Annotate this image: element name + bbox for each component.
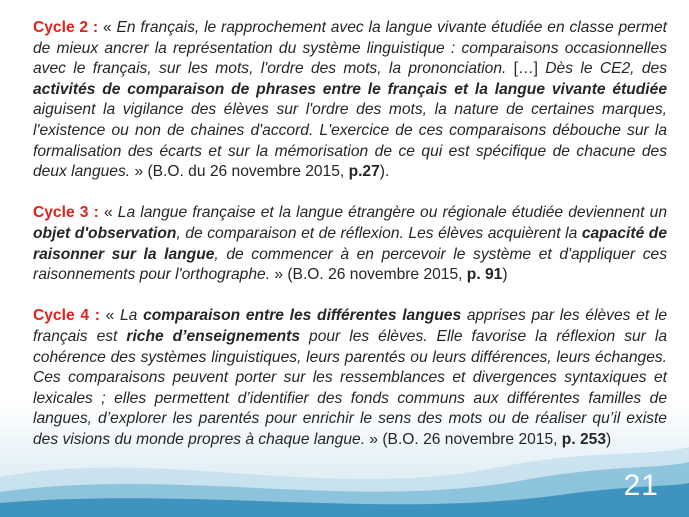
cycle-2-paragraph — [33, 18, 667, 183]
cycle-3-label: Cycle 3 : — [33, 204, 99, 222]
quote-text: pour les élèves. Elle favorise la réflexion sur la cohérence des systèmes linguistiques, leurs parentés ou leurs différences, leurs échanges. Ces comparaisons peuvent porter sur les ressemblances et divergences syntaxiques et lexicales ; elles permettent d’identifier des fonds communs aux différentes familles de langues, d’explorer les parentés pour enrichir le sens des mots ou de réaliser qu’il existe des visions du monde propres à chaque langue. — [33, 327, 667, 448]
ellipsis: […] — [506, 60, 546, 78]
emphasis-text: activités de comparaison de phrases entre le français et la langue vivante étudiée — [33, 80, 667, 98]
page-reference: p. 253 — [561, 430, 607, 448]
slide-content — [33, 18, 667, 471]
quote-text: aiguisent la vigilance des élèves sur l'ordre des mots, la nature de certaines marques, l'existence ou non de chaines d'accord. L'exercice de ces comparaisons débouche sur la formalisation des écarts et sur la mémorisation de ce qui est spécifique de chacune des deux langues. — [33, 101, 667, 181]
cycle-3-paragraph — [33, 203, 667, 285]
cycle-4-paragraph — [33, 306, 667, 450]
quote-text: , de comparaison et de réflexion. Les élèves acquièrent la — [176, 224, 582, 242]
reference-text: » (B.O. du 26 novembre 2015, — [130, 163, 349, 181]
quote-text: , de commencer à en percevoir le système et d'appliquer ces raisonnements pour l'orthographe. — [33, 245, 667, 284]
cycle-2-label: Cycle 2 : — [33, 19, 99, 36]
quote-text: La langue française et la langue étrangère ou régionale étudiée deviennent un — [117, 204, 667, 222]
reference-end: ) — [502, 266, 508, 284]
reference-text: » (B.O. 26 novembre 2015, — [365, 430, 562, 448]
page-reference: p. 91 — [466, 266, 503, 284]
quote-text: Dès le CE2, des — [545, 60, 667, 78]
reference-end: ) — [606, 430, 612, 448]
emphasis-text: objet d'observation — [33, 224, 177, 242]
reference-text: » (B.O. 26 novembre 2015, — [270, 266, 467, 284]
quote-text: En français, le rapprochement avec la langue vivante étudiée en classe permet de mieux ancrer la représentation du système linguistique : comparaisons occasionnelles avec le français, sur les mots, l'ordre des mots, la prononciation. — [33, 19, 667, 78]
page-number: 21 — [623, 469, 659, 502]
quote-open: « — [99, 307, 120, 325]
quote-text: La — [120, 307, 144, 325]
emphasis-text: comparaison entre les différentes langues — [143, 307, 462, 325]
cycle-4-label: Cycle 4 : — [33, 307, 100, 325]
reference-end: ). — [379, 163, 390, 181]
emphasis-text: capacité de raisonner sur la langue — [33, 224, 668, 263]
quote-text: apprises par les élèves et le français est — [33, 307, 667, 345]
quote-open: « — [98, 204, 118, 222]
page-reference: p.27 — [348, 163, 380, 181]
emphasis-text: riche d’enseignements — [126, 327, 301, 345]
quote-open: « — [98, 19, 117, 36]
